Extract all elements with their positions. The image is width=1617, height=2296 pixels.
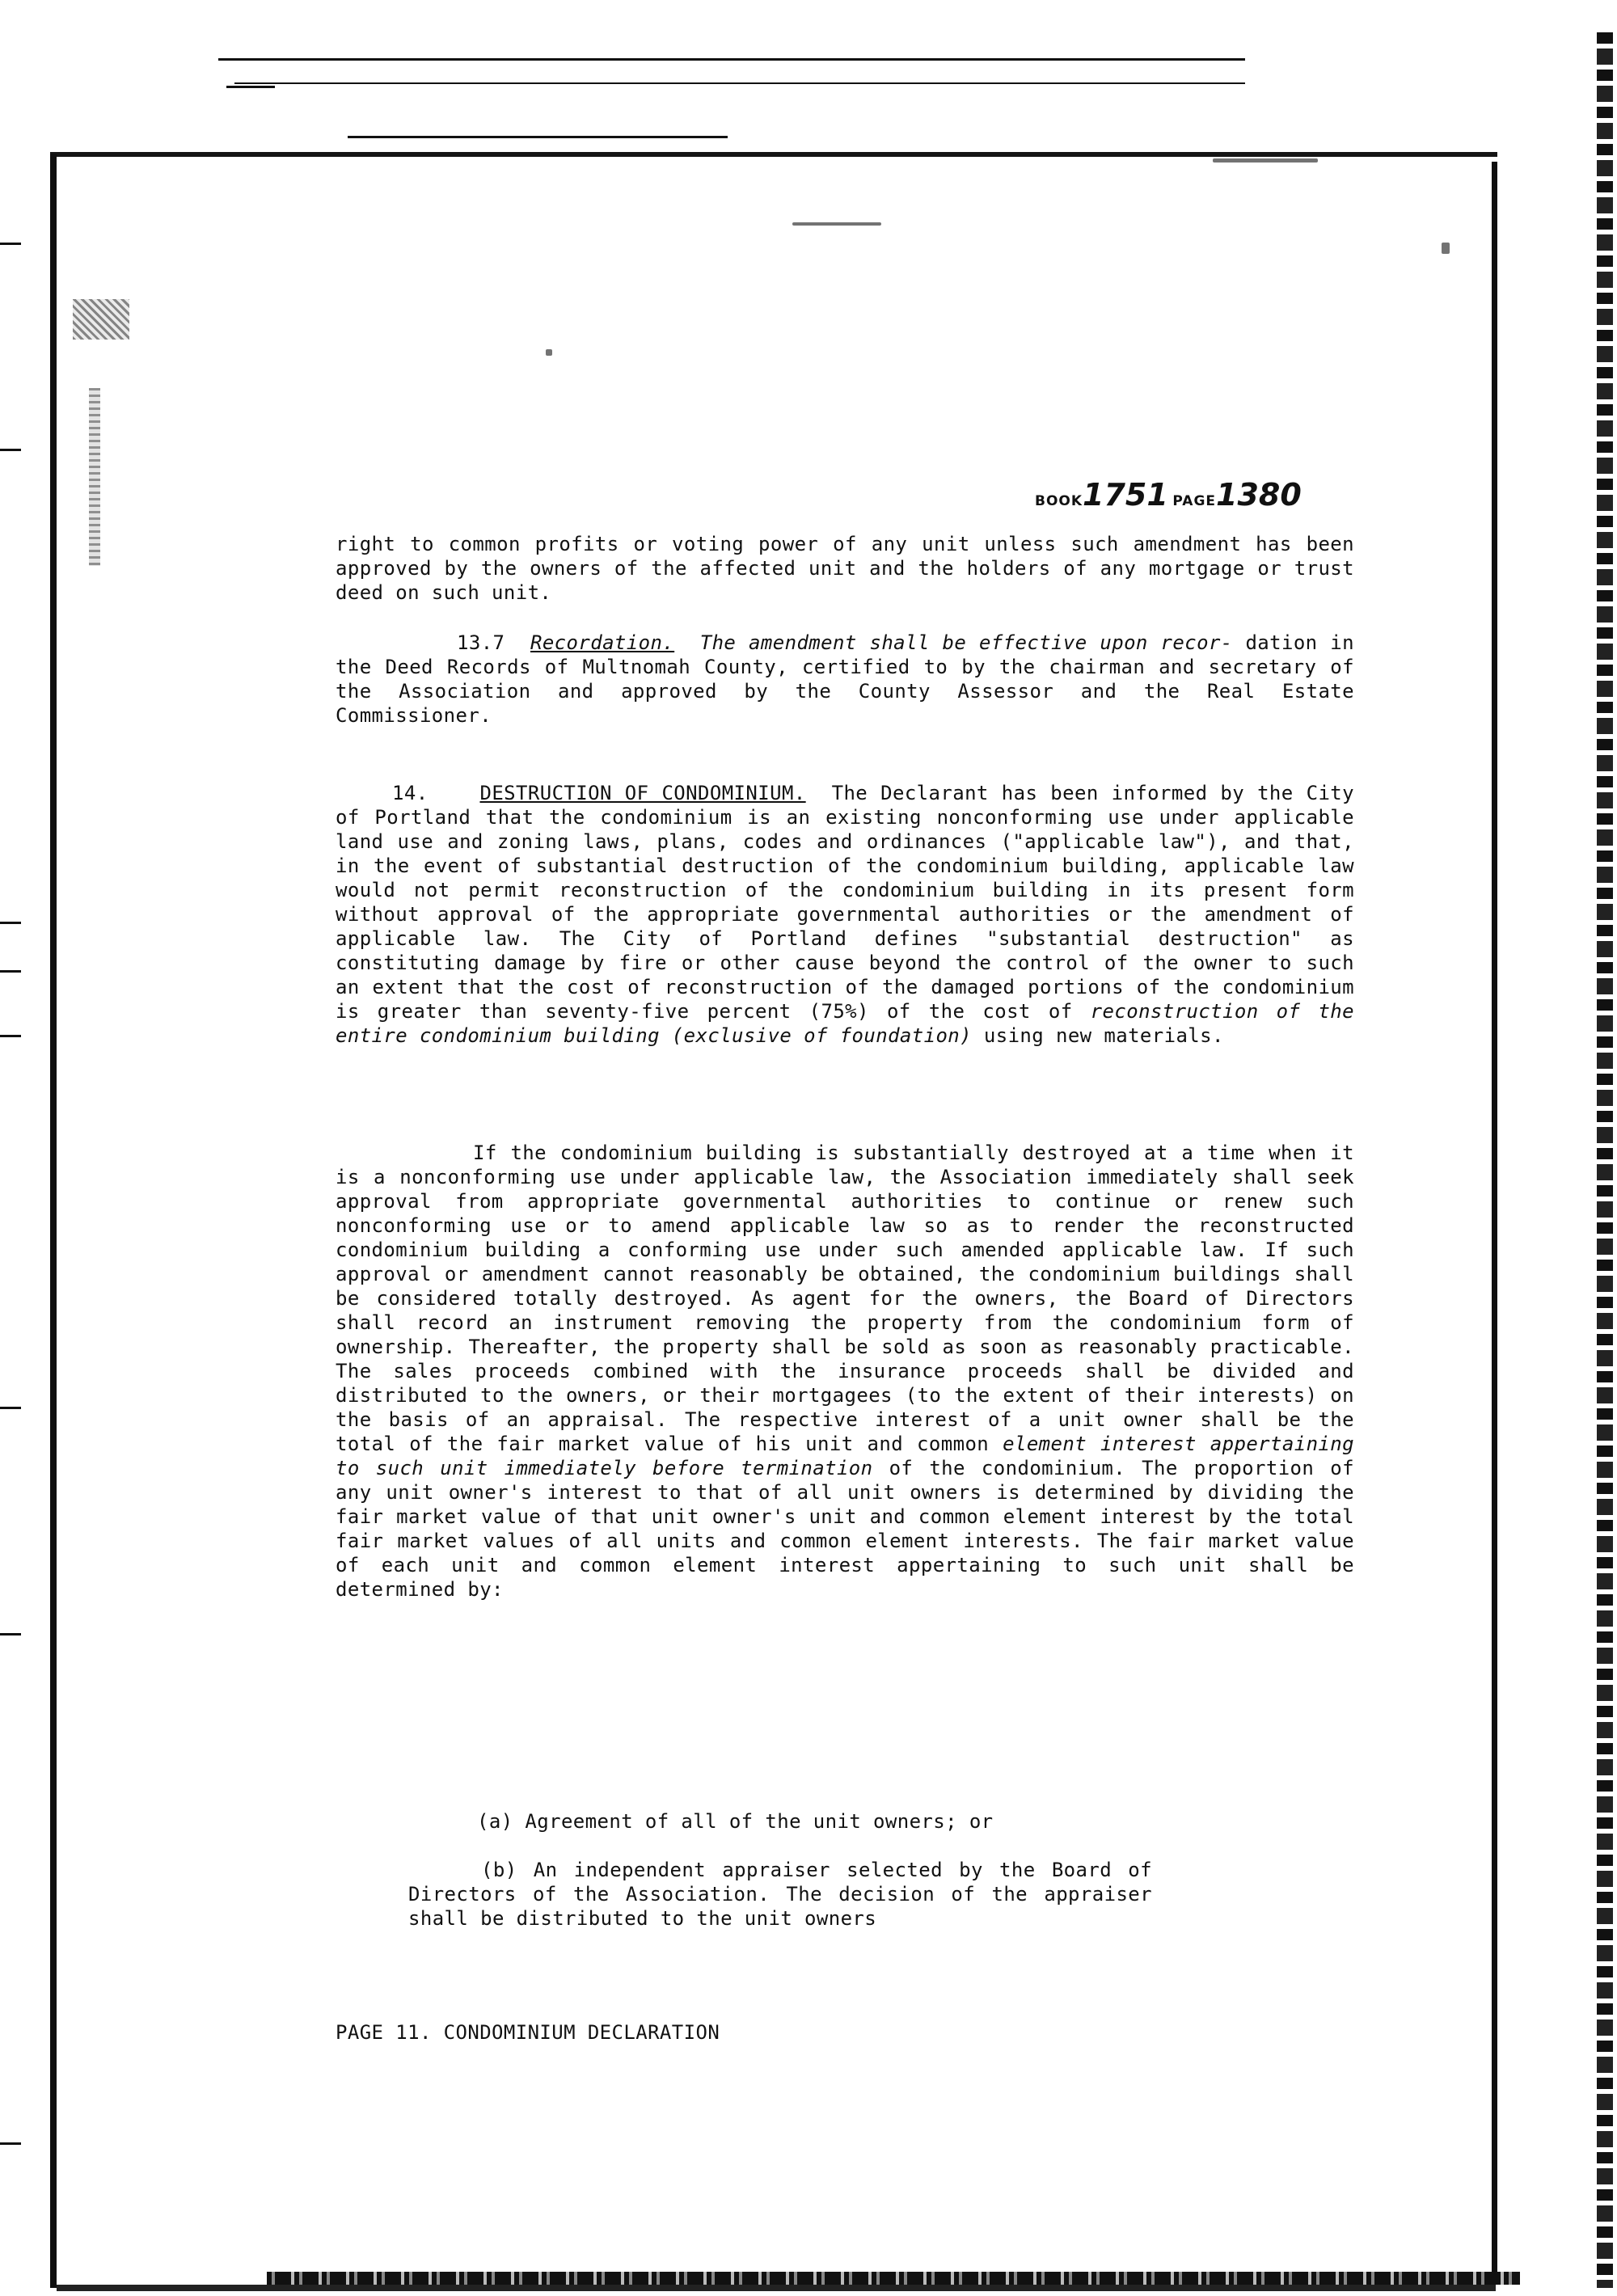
page-frame-left [50,154,57,2288]
scan-speck [792,222,881,226]
paragraph-text-italic: element interest appertaining to such unit immediately before termination [336,1433,1354,1479]
paragraph-amendment-continuation: right to common profits or voting power of any unit unless such amendment has been approved by the owners of the affected unit and the holders of any mortgage or trust deed on such unit. [336,533,1354,604]
scan-tick [0,1633,21,1635]
book-number: 1751 [1083,477,1168,513]
section-text-italic: The amendment shall be effective upon recor- [699,631,1233,654]
section-13-7 [336,631,1354,728]
scan-tick [0,243,21,245]
scan-artifact-line [218,58,1245,61]
section-number: 13.7 [457,631,505,654]
scan-tick [0,970,21,973]
paragraph-total-destruction [336,1141,1354,1602]
section-heading: Recordation. [530,631,675,654]
scan-artifact-bottom [267,2272,1520,2285]
book-label: BOOK [1035,493,1083,509]
section-number: 14. [392,782,429,804]
scan-tick [0,1407,21,1409]
section-text-italic: reconstruction of the entire condominium building (exclusive of foundation) [336,1000,1354,1047]
page-frame-top [50,152,1497,157]
page-label: PAGE [1172,493,1217,509]
paragraph-text: If the condominium building is substantially destroyed at a time when it is a nonconforming use under applicable law, the Association immediately shall seek approval from appropriate governmental authorities to continue or renew such nonconforming use or to amend applicable law so as to render the reconstructed condominium building a conforming use under such amended applicable law. If such approval or amendment cannot reasonably be obtained, the condominium buildings shall be considered totally destroyed. As agent for the owners, the Board of Directors shall record an instrument removing the property from the condominium form of ownership. Thereafter, the property shall be sold as soon as reasonably practicable. The sales proceeds combined with the insurance proceeds shall be divided and distributed to the owners, or their mortgagees (to the extent of their interests) on the basis of an appraisal. The respective interest of a unit owner shall be the total of the fair market value of his unit and common [336,1142,1354,1455]
page-edge-artifact [1597,32,1613,2288]
list-item-b: (b) An independent appraiser selected by the Board of Directors of the Association. The decision of the appraiser shall be distributed to the unit owners [408,1859,1152,1930]
page-footer: PAGE 11. CONDOMINIUM DECLARATION [336,2021,720,2044]
section-14 [336,781,1354,1048]
scan-tick [0,449,21,451]
scan-noise [73,299,129,340]
section-heading: DESTRUCTION OF CONDOMINIUM. [479,782,806,804]
section-text: The Declarant has been informed by the City of Portland that the condominium is an existing nonconforming use under applicable land use and zoning laws, plans, codes and ordinances ("applicable law"), and that, in the event of substantial destruction of the condominium building, applicable law would not permit reconstruction of the condominium building in its present form without approval of the appropriate governmental authorities or the amendment of applicable law. The City of Portland defines "substantial destruction" as constituting damage by fire or other cause beyond the control of the owner to such an extent that the cost of reconstruction of the damaged portions of the condominium is greater than seventy-five percent (75%) of the cost of [336,782,1354,1023]
section-text-end: using new materials. [983,1024,1224,1047]
section-text: dation in the Deed Records of Multnomah County, certified to by the chairman and secretary of the Association and approved by the County Assessor and the Real Estate Commissioner. [336,631,1355,727]
scan-artifact-bottom [57,2285,1496,2291]
page-number: 1380 [1216,477,1302,513]
list-item-a: (a) Agreement of all of the unit owners; or [477,1810,994,1833]
scan-artifact-line [348,136,728,138]
scan-tick [0,922,21,924]
page-frame-right [1492,162,1497,2280]
scan-artifact-line [226,86,275,88]
scan-tick [0,1035,21,1037]
scan-speck [1213,158,1318,162]
scan-artifact-line [234,82,1245,84]
paragraph-text-end: of the condominium. The proportion of any unit owner's interest to that of all unit owners is determined by dividing the fair market value of that unit owner's unit and common element interest by the total fair market values of all units and common element interests. The fair market value of each unit and common element interest appertaining to such unit shall be determined by: [336,1457,1354,1601]
scan-noise [89,388,100,566]
scan-speck [546,349,552,356]
scan-speck [1442,243,1450,254]
scan-tick [0,2142,21,2145]
book-page-reference [1035,477,1302,513]
